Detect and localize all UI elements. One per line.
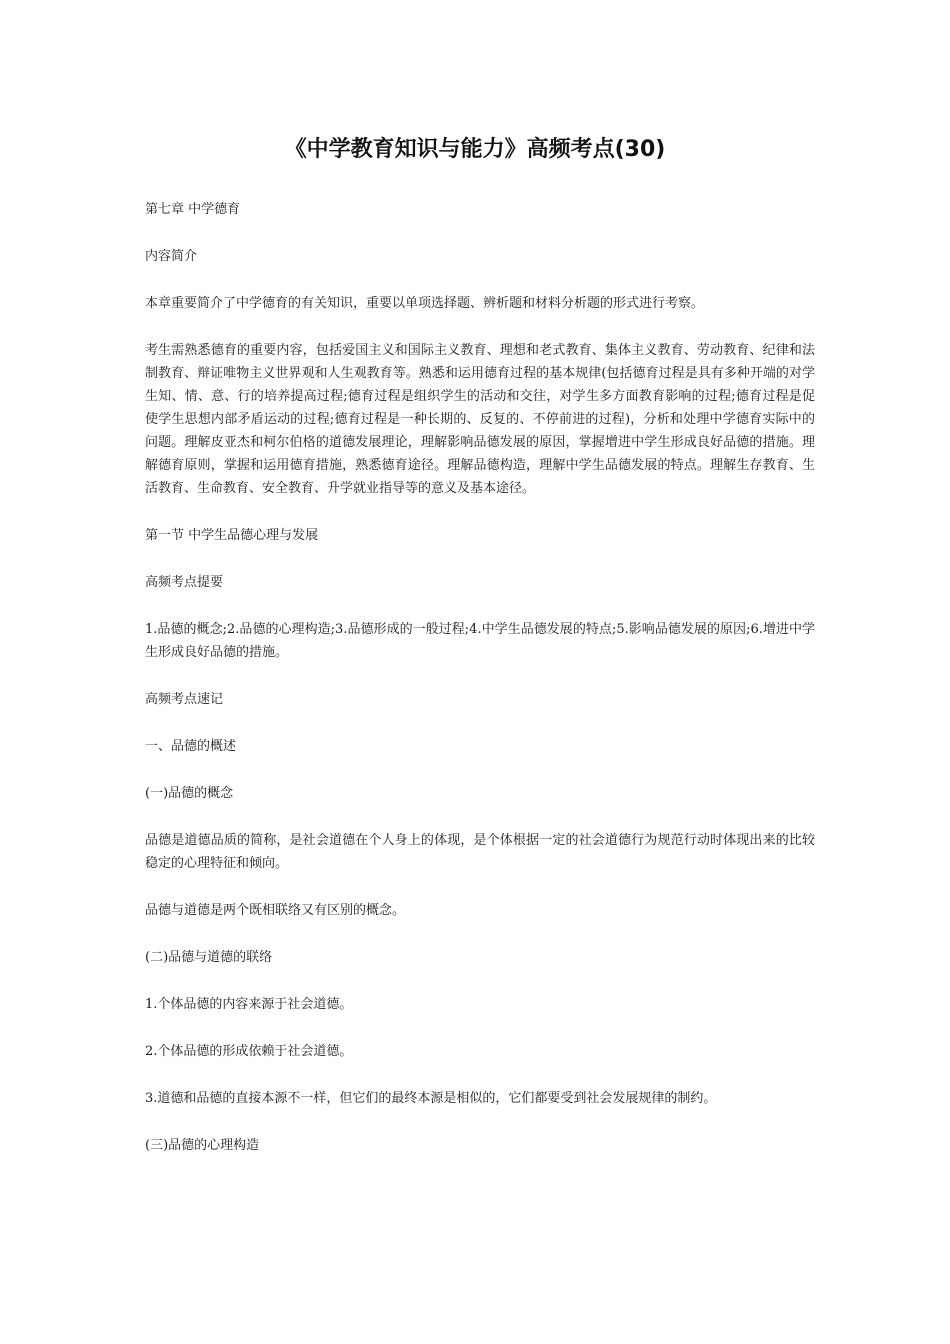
document-body: [145, 198, 815, 1181]
heading-level-2: (二)品德与道德的联络: [145, 950, 273, 965]
paragraph-study-requirements: 考生需熟悉德育的重要内容，包括爱国主义和国际主义教育、理想和老式教育、集体主义教育、劳动教育、纪律和法制教育、辩证唯物主义世界观和人生观教育等。熟悉和运用德育过程的基本规律(包括德育过程是具有多种开端的对学生知、情、意、行的培养提高过程;德育过程是组织学生的活动和交往，对学生多方面教育影响的过程;德育过程是促使学生思想内部矛盾运动的过程;德育过程是一种长期的、反复的、不停前进的过程)，分析和处理中学德育实际中的问题。理解皮亚杰和柯尔伯格的道德发展理论，理解影响品德发展的原因，掌握增进中学生形成良好品德的措施。理解德育原则，掌握和运用德育措施，熟悉德育途径。理解品德构造，理解中学生品德发展的特点。理解生存教育、生活教育、生命教育、安全教育、升学就业指导等的意义及基本途径。: [145, 343, 815, 496]
subheading-key-points: 高频考点提要: [145, 575, 224, 590]
heading-level-1: 一、品德的概述: [145, 739, 237, 754]
list-item: 3.道德和品德的直接本源不一样，但它们的最终本源是相似的，它们都要受到社会发展规律的制约。: [145, 1091, 717, 1106]
paragraph-definition: 品德是道德品质的简称，是社会道德在个人身上的体现，是个体根据一定的社会道德行为规范行动时体现出来的比较稳定的心理特征和倾向。: [145, 833, 815, 871]
list-item: 1.个体品德的内容来源于社会道德。: [145, 997, 353, 1012]
paragraph-chapter-summary: 本章重要简介了中学德育的有关知识，重要以单项选择题、辨析题和材料分析题的形式进行考察。: [145, 296, 705, 311]
subheading-quick-notes: 高频考点速记: [145, 692, 224, 707]
paragraph-key-points-list: 1.品德的概念;2.品德的心理构造;3.品德形成的一般过程;4.中学生品德发展的特点;5.影响品德发展的原因;6.增进中学生形成良好品德的措施。: [145, 622, 815, 660]
chapter-heading: 第七章 中学德育: [145, 202, 241, 217]
heading-level-2: (三)品德的心理构造: [145, 1138, 260, 1153]
document-title: 《中学教育知识与能力》高频考点(30): [284, 137, 666, 162]
paragraph-distinction: 品德与道德是两个既相联络又有区别的概念。: [145, 903, 406, 918]
heading-level-2: (一)品德的概念: [145, 786, 234, 801]
section-heading: 第一节 中学生品德心理与发展: [145, 528, 319, 543]
section-label-intro: 内容简介: [145, 249, 198, 264]
list-item: 2.个体品德的形成依赖于社会道德。: [145, 1044, 353, 1059]
